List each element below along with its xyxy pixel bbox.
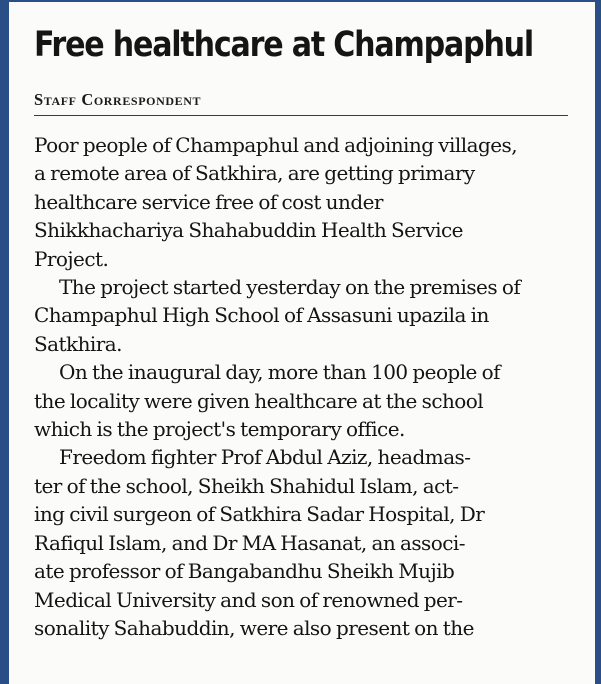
article-line: Medical University and son of renowned per- xyxy=(34,587,463,612)
byline-divider xyxy=(34,115,568,116)
headline: Free healthcare at Champaphul xyxy=(34,25,534,65)
article-line: On the inaugural day, more than 100 people of xyxy=(59,360,500,385)
news-clipping xyxy=(18,0,578,684)
article-line: Rafiqul Islam, and Dr MA Hasanat, an associ- xyxy=(34,530,465,555)
article-line: ing civil surgeon of Satkhira Sadar Hospital, Dr xyxy=(34,502,485,527)
article-line: The project started yesterday on the premises of xyxy=(59,275,521,300)
article-line: Champaphul High School of Assasuni upazila in xyxy=(34,303,489,328)
article-line: healthcare service free of cost under xyxy=(34,189,383,214)
article-line: the locality were given healthcare at the school xyxy=(34,388,484,413)
article-line: Poor people of Champaphul and adjoining villages, xyxy=(34,133,518,157)
article-line: ate professor of Bangabandhu Sheikh Mujib xyxy=(34,559,455,584)
byline: Staff Correspondent xyxy=(34,90,202,109)
article-line: Freedom fighter Prof Abdul Aziz, headmas- xyxy=(59,445,471,470)
article-line: Project. xyxy=(34,246,109,271)
article-line: Shikkhachariya Shahabuddin Health Service xyxy=(34,218,463,243)
article-line: Satkhira. xyxy=(34,331,122,356)
article-line: which is the project's temporary office. xyxy=(34,417,405,442)
article-body xyxy=(34,131,574,642)
article-line: sonality Sahabuddin, were also present on the xyxy=(34,615,474,640)
article-line: ter of the school, Sheikh Shahidul Islam, act- xyxy=(34,473,459,498)
article-line: a remote area of Satkhira, are getting primary xyxy=(34,161,475,186)
